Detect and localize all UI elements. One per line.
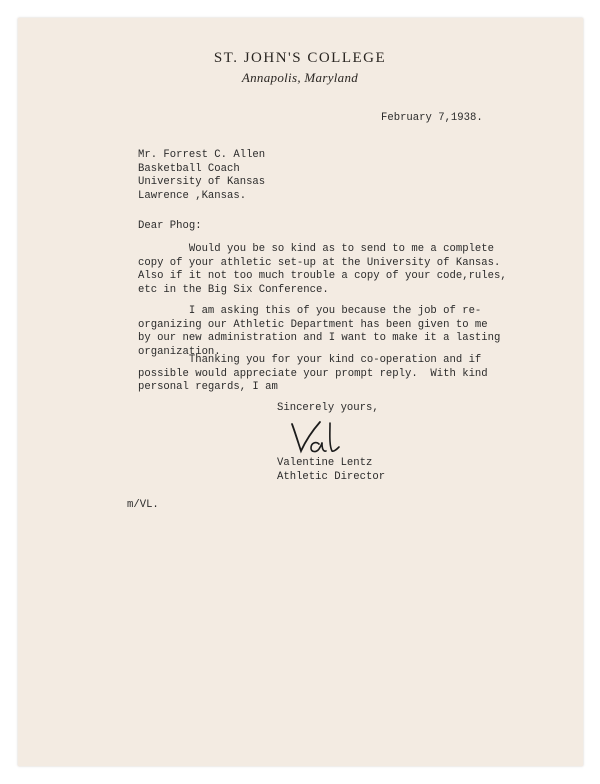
body-paragraph-1 <box>138 243 507 297</box>
body-paragraph-3 <box>138 354 488 395</box>
body-line: Thanking you for your kind co-operation and if <box>138 354 482 366</box>
body-line: organizing our Athletic Department has been given to me <box>138 318 488 331</box>
signer-block <box>277 457 385 484</box>
body-line: Also if it not too much trouble a copy of your code,rules, <box>138 270 507 282</box>
body-line: copy of your athletic set-up at the University of Kansas. <box>138 256 501 269</box>
recipient-line: University of Kansas <box>138 176 266 188</box>
recipient-line: Basketball Coach <box>138 162 240 175</box>
typist-initials: m/VL. <box>127 499 159 511</box>
body-paragraph-2 <box>138 305 500 359</box>
body-line: possible would appreciate your prompt reply. With kind <box>138 367 488 380</box>
body-line: I am asking this of you because the job of re- <box>138 305 482 317</box>
recipient-line: Lawrence ,Kansas. <box>138 189 247 202</box>
closing: Sincerely yours, <box>277 402 379 414</box>
signer-name: Valentine Lentz <box>277 457 373 469</box>
letterhead-college-name: ST. JOHN'S COLLEGE <box>213 50 387 66</box>
salutation: Dear Phog: <box>138 220 202 232</box>
handwritten-signature <box>286 418 346 456</box>
signer-title: Athletic Director <box>277 470 386 483</box>
body-line: personal regards, I am <box>138 381 278 393</box>
body-line: Would you be so kind as to send to me a complete <box>138 243 495 255</box>
letter-date: February 7,1938. <box>381 112 483 124</box>
letterhead-city: Annapolis, Maryland <box>241 70 359 85</box>
body-line: etc in the Big Six Conference. <box>138 283 329 296</box>
body-line: by our new administration and I want to make it a lasting <box>138 332 501 344</box>
recipient-address <box>138 149 265 203</box>
body-line: organization. <box>138 345 221 358</box>
recipient-line: Mr. Forrest C. Allen <box>138 149 266 161</box>
